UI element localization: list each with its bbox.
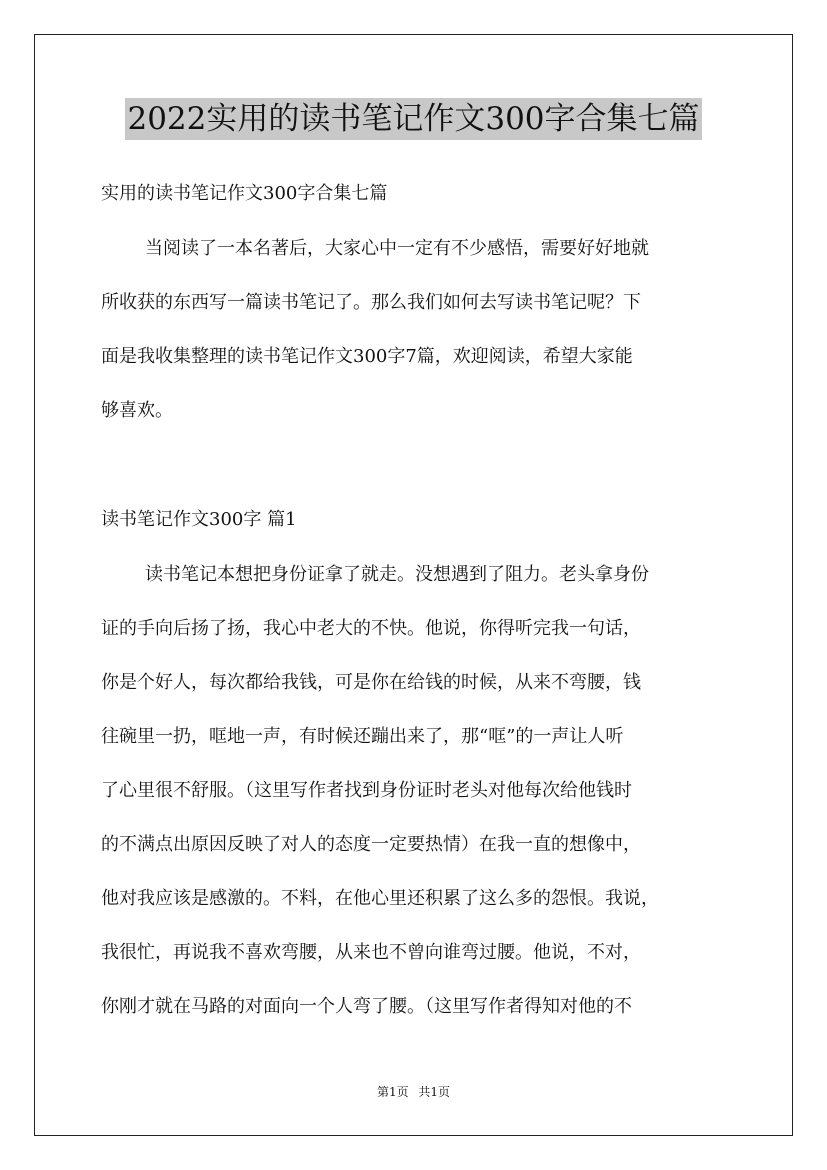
intro-line: 面是我收集整理的读书笔记作文300字7篇，欢迎阅读，希望大家能 <box>101 346 633 367</box>
section-heading: 读书笔记作文300字 篇1 <box>101 509 297 530</box>
title-container <box>0 98 827 140</box>
page-footer <box>0 1084 827 1100</box>
intro-line: 够喜欢。 <box>101 400 173 421</box>
body-line: 我很忙，再说我不喜欢弯腰，从来也不曾向谁弯过腰。他说，不对， <box>101 942 641 963</box>
intro-line: 所收获的东西写一篇读书笔记了。那么我们如何去写读书笔记呢？下 <box>101 292 641 313</box>
total-pages: 共1页 <box>418 1085 451 1099</box>
body-line: 往碗里一扔，哐地一声，有时候还蹦出来了，那“哐”的一声让人听 <box>101 726 624 747</box>
page-number: 第1页 <box>376 1085 409 1099</box>
intro-line: 当阅读了一本名著后，大家心中一定有不少感悟，需要好好地就 <box>145 238 649 259</box>
body-line: 他对我应该是感激的。不料，在他心里还积累了这么多的怨恨。我说， <box>101 888 659 909</box>
body-line: 证的手向后扬了扬，我心中老大的不快。他说，你得听完我一句话， <box>101 618 641 639</box>
document-title: 2022实用的读书笔记作文300字合集七篇 <box>125 98 701 140</box>
body-line: 你刚才就在马路的对面向一个人弯了腰。（这里写作者得知对他的不 <box>101 996 632 1017</box>
subtitle: 实用的读书笔记作文300字合集七篇 <box>101 183 388 204</box>
body-line: 了心里很不舒服。（这里写作者找到身份证时老头对他每次给他钱时 <box>101 780 632 801</box>
body-line: 你是个好人，每次都给我钱，可是你在给钱的时候，从来不弯腰，钱 <box>101 672 641 693</box>
body-line: 读书笔记本想把身份证拿了就走。没想遇到了阻力。老头拿身份 <box>145 564 649 585</box>
body-line: 的不满点出原因反映了对人的态度一定要热情）在我一直的想像中， <box>101 834 641 855</box>
